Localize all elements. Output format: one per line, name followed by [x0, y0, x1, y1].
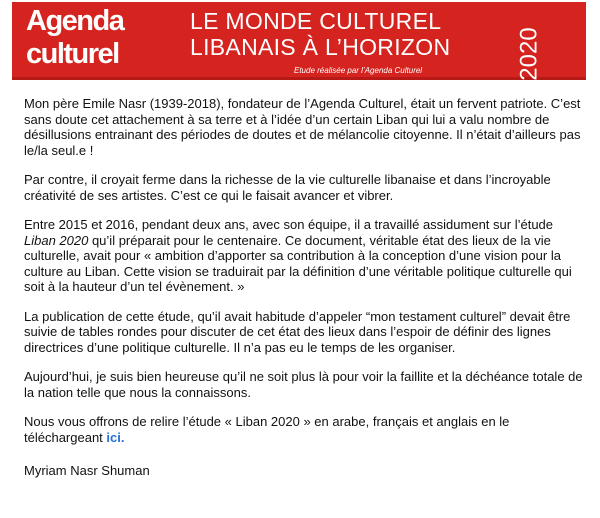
download-link[interactable]: ici. [106, 429, 125, 445]
paragraph-5: Aujourd’hui, je suis bien heureuse qu’il ne soit plus là pour voir la faillite et la déchéance totale de la nation telle que nous la connaissons. [24, 369, 583, 400]
paragraph-3 [24, 217, 584, 295]
paragraph-3-text-end: qu’il préparait pour le centenaire. Ce document, véritable état des lieux de la vie culturelle, avait pour « ambition d’apporter sa contribution à la conception d’une vision pour la culture au Liban. Cette vision se traduirait par la définition d’une véritable politique culturelle qui soit à la hauteur d’un tel évènement. » [24, 232, 572, 294]
signature: Myriam Nasr Shuman [24, 463, 150, 478]
banner-title-block [190, 8, 530, 76]
paragraph-6-text: Nous vous offrons de relire l’étude « Liban 2020 » en arabe, français et anglais en le téléchargeant [24, 414, 510, 445]
banner-title-line-1: LE MONDE CULTUREL [190, 8, 442, 34]
banner-title-line-2: LIBANAIS À L’HORIZON [190, 34, 451, 60]
article-body [24, 96, 584, 493]
header-banner [12, 2, 586, 80]
paragraph-1: Mon père Emile Nasr (1939-2018), fondateur de l’Agenda Culturel, était un fervent patriote. C’est sans doute cet attachement à sa terre et à l’idée d’un certain Liban qui lui a valu nombre de désillusions entrainant des périodes de doutes et de mélancolie citoyenne. Il n’était d’ailleurs pas le/la seul.e ! [24, 96, 581, 158]
paragraph-4: La publication de cette étude, qu’il avait habitude d’appeler “mon testament culturel” devait être suivie de tables rondes pour discuter de cet état des lieux dans l’espoir de définir des lignes directrices d’une politique culturelle. Il n’a pas eu le temps de les organiser. [24, 308, 571, 355]
paragraph-2: Par contre, il croyait ferme dans la richesse de la vie culturelle libanaise et dans l’incroyable créativité de ses artistes. C’est ce qui le faisait avancer et vibrer. [24, 172, 551, 203]
study-title-italic: Liban 2020 [24, 232, 89, 248]
paragraph-3-text-start: Entre 2015 et 2016, pendant deux ans, avec son équipe, il a travaillé assidument sur l’étude [24, 217, 554, 232]
banner-subtitle: Etude réalisée par l’Agenda Culturel [294, 66, 423, 75]
paragraph-6 [24, 414, 584, 445]
logo-text-culturel: culturel [26, 38, 119, 70]
agenda-culturel-logo[interactable] [26, 6, 144, 74]
logo-text-agenda: Agenda [26, 5, 124, 37]
banner-year: 2020 [515, 27, 543, 81]
